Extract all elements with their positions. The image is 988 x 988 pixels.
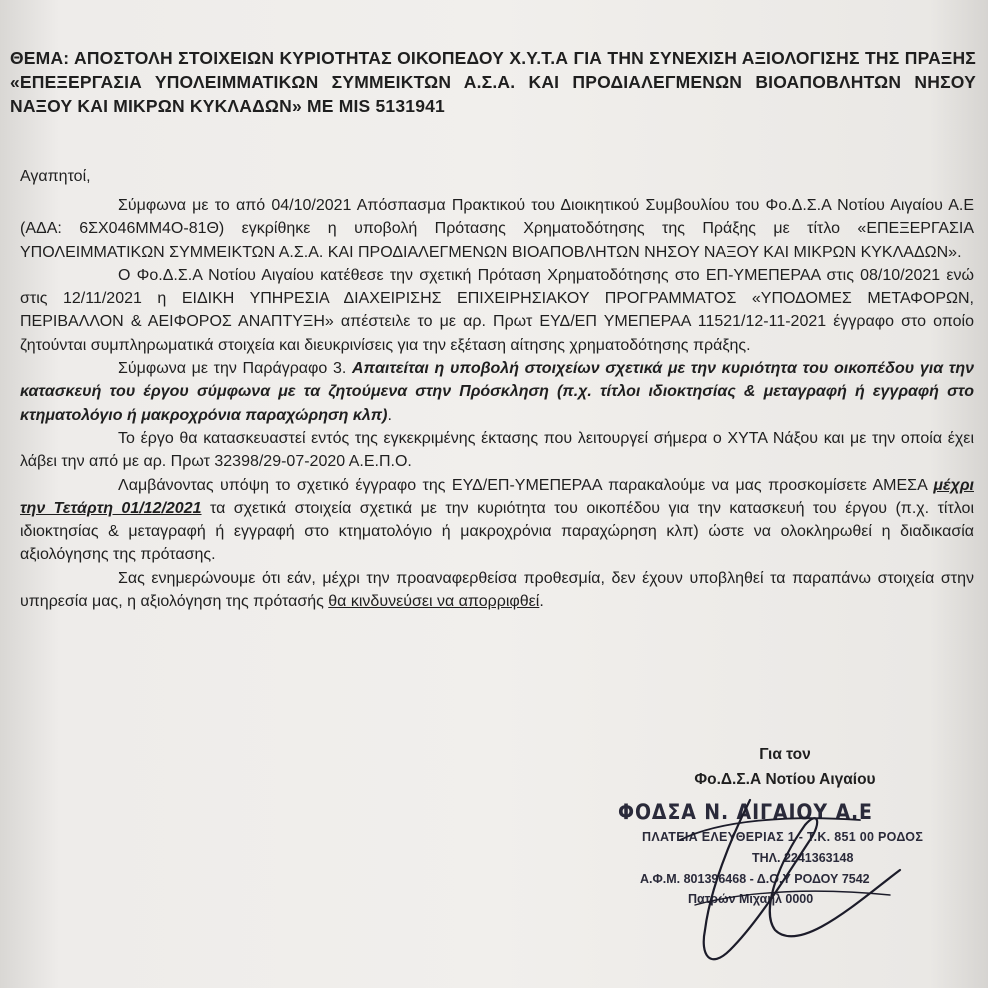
requirement-quote: Απαιτείται η υποβολή στοιχείων σχετικά με την κυριότητα του οικοπέδου για την κατασκευή του έργου σύμφωνα με τα ζητούμενα στην Πρόσκληση (π.χ. τίτλοι ιδιοκτησίας & μεταγραφή ή εγγραφή στο κτηματολόγιο ή μακροχρόνια παραχώρηση κλπ) xyxy=(20,360,974,424)
requirement-lead: Σύμφωνα με την Παράγραφο 3. xyxy=(118,360,353,378)
closing-line-for: Για τον xyxy=(759,746,811,763)
warning-end: . xyxy=(539,593,544,611)
warning-lead: Σας ενημερώνουμε ότι εάν, μέχρι την προαναφερθείσα προθεσμία, δεν έχουν υποβληθεί τα παραπάνω στοιχεία στην υπηρεσία μας, η αξιολόγηση της πρότασής xyxy=(20,569,974,611)
stamp-tax-id: Α.Φ.Μ. 801396468 - Δ.Ο.Υ ΡΟΔΟΥ 7542 xyxy=(640,872,870,886)
letter-body xyxy=(20,194,974,613)
requirement-end: . xyxy=(387,406,392,424)
paragraph-warning xyxy=(20,567,974,614)
paragraph-submission: Ο Φο.Δ.Σ.Α Νοτίου Αιγαίου κατέθεσε την σχετική Πρόταση Χρηματοδότησης στο ΕΠ-ΥΜΕΠΕΡΑΑ στις 08/10/2021 ενώ στις 12/11/2021 η ΕΙΔΙΚΗ ΥΠΗΡΕΣΙΑ ΔΙΑΧΕΙΡΙΣΗΣ ΕΠΙΧΕΙΡΗΣΙΑΚΟΥ ΠΡΟΓΡΑΜΜΑΤΟΣ «ΥΠΟΔΟΜΕΣ ΜΕΤΑΦΟΡΩΝ, ΠΕΡΙΒΑΛΛΟΝ & ΑΕΙΦΟΡΟΣ ΑΝΑΠΤΥΞΗ» απέστειλε το με αρ. Πρωτ ΕΥΔ/ΕΠ ΥΜΕΠΕΡΑΑ 11521/12-11-2021 έγγραφο στο οποίο ζητούνται συμπληρωματικά στοιχεία και διευκρινίσεις για την εξέταση αίτησης χρηματοδότησης πράξης. xyxy=(20,266,974,354)
paragraph-request xyxy=(20,474,974,567)
paragraph-project-site: Το έργο θα κατασκευαστεί εντός της εγκεκριμένης έκτασης που λειτουργεί σήμερα ο ΧΥΤΑ Νάξου και με την οποία έχει λάβει την από με αρ. Πρωτ 32398/29-07-2020 Α.Ε.Π.Ο. xyxy=(20,429,974,471)
request-lead: Λαμβάνοντας υπόψη το σχετικό έγγραφο της ΕΥΔ/ΕΠ-ΥΜΕΠΕΡΑΑ παρακαλούμε να μας προσκομίσετε ΑΜΕΣΑ xyxy=(118,476,934,494)
stamp-address: ΠΛΑΤΕΙΑ ΕΛΕΥΘΕΡΙΑΣ 1 - Τ.Κ. 851 00 ΡΟΔΟΣ xyxy=(642,830,924,844)
paragraph-approval: Σύμφωνα με το από 04/10/2021 Απόσπασμα Πρακτικού του Διοικητικού Συμβουλίου του Φο.Δ.Σ.Α Νοτίου Αιγαίου Α.Ε (ΑΔΑ: 6ΣΧ046ΜΜ4Ο-81Θ) εγκρίθηκε η υποβολή Πρότασης Χρηματοδότησης της Πράξης με τίτλο «ΕΠΕΞΕΡΓΑΣΙΑ ΥΠΟΛΕΙΜΜΑΤΙΚΩΝ ΣΥΜΜΕΙΚΤΩΝ Α.Σ.Α. ΚΑΙ ΠΡΟΔΙΑΛΕΓΜΕΝΩΝ ΒΙΟΑΠΟΒΛΗΤΩΝ ΝΗΣΟΥ ΝΑΞΟΥ ΚΑΙ ΜΙΚΡΩΝ ΚΥΚΛΑΔΩΝ». xyxy=(20,197,974,261)
closing-organization: Φο.Δ.Σ.Α Νοτίου Αιγαίου xyxy=(694,771,876,788)
paragraph-requirement xyxy=(20,357,974,427)
stamp-company-name: ΦΟΔΣΑ Ν. ΑΙΓΑΙΟΥ Α.Ε xyxy=(618,800,873,824)
deadline-text: μέχρι την Τετάρτη 01/12/2021 xyxy=(20,476,974,517)
rejection-warning: θα κινδυνεύσει να απορριφθεί xyxy=(328,593,540,611)
greeting: Αγαπητοί, xyxy=(20,168,91,185)
request-rest: τα σχετικά στοιχεία σχετικά με την κυριότητα του οικοπέδου για την κατασκευή του έργου (π.χ. τίτλοι ιδιοκτησίας & μεταγραφή ή εγγραφή στο κτηματολόγιο ή μακροχρόνια παραχώρηση κλπ) ώστε να ολοκληρωθεί η διαδικασία αξιολόγησης της πρότασης. xyxy=(20,499,974,564)
handwritten-signature xyxy=(560,780,980,980)
stamp-phone: ΤΗΛ. 2241363148 xyxy=(752,851,854,865)
stamp-registry: Πατρών Μιχαήλ 0000 xyxy=(688,892,814,906)
letter-subject: ΘΕΜΑ: ΑΠΟΣΤΟΛΗ ΣΤΟΙΧΕΙΩΝ ΚΥΡΙΟΤΗΤΑΣ ΟΙΚΟΠΕΔΟΥ Χ.Υ.Τ.Α ΓΙΑ ΤΗΝ ΣΥΝΕΧΙΣΗ ΑΞΙΟΛΟΓΙΣΗΣ ΤΗΣ ΠΡΑΞΗΣ «ΕΠΕΞΕΡΓΑΣΙΑ ΥΠΟΛΕΙΜΜΑΤΙΚΩΝ ΣΥΜΜΕΙΚΤΩΝ Α.Σ.Α. ΚΑΙ ΠΡΟΔΙΑΛΕΓΜΕΝΩΝ ΒΙΟΑΠΟΒΛΗΤΩΝ ΝΗΣΟΥ ΝΑΞΟΥ ΚΑΙ ΜΙΚΡΩΝ ΚΥΚΛΑΔΩΝ» ΜΕ MIS 5131941 xyxy=(10,48,976,116)
